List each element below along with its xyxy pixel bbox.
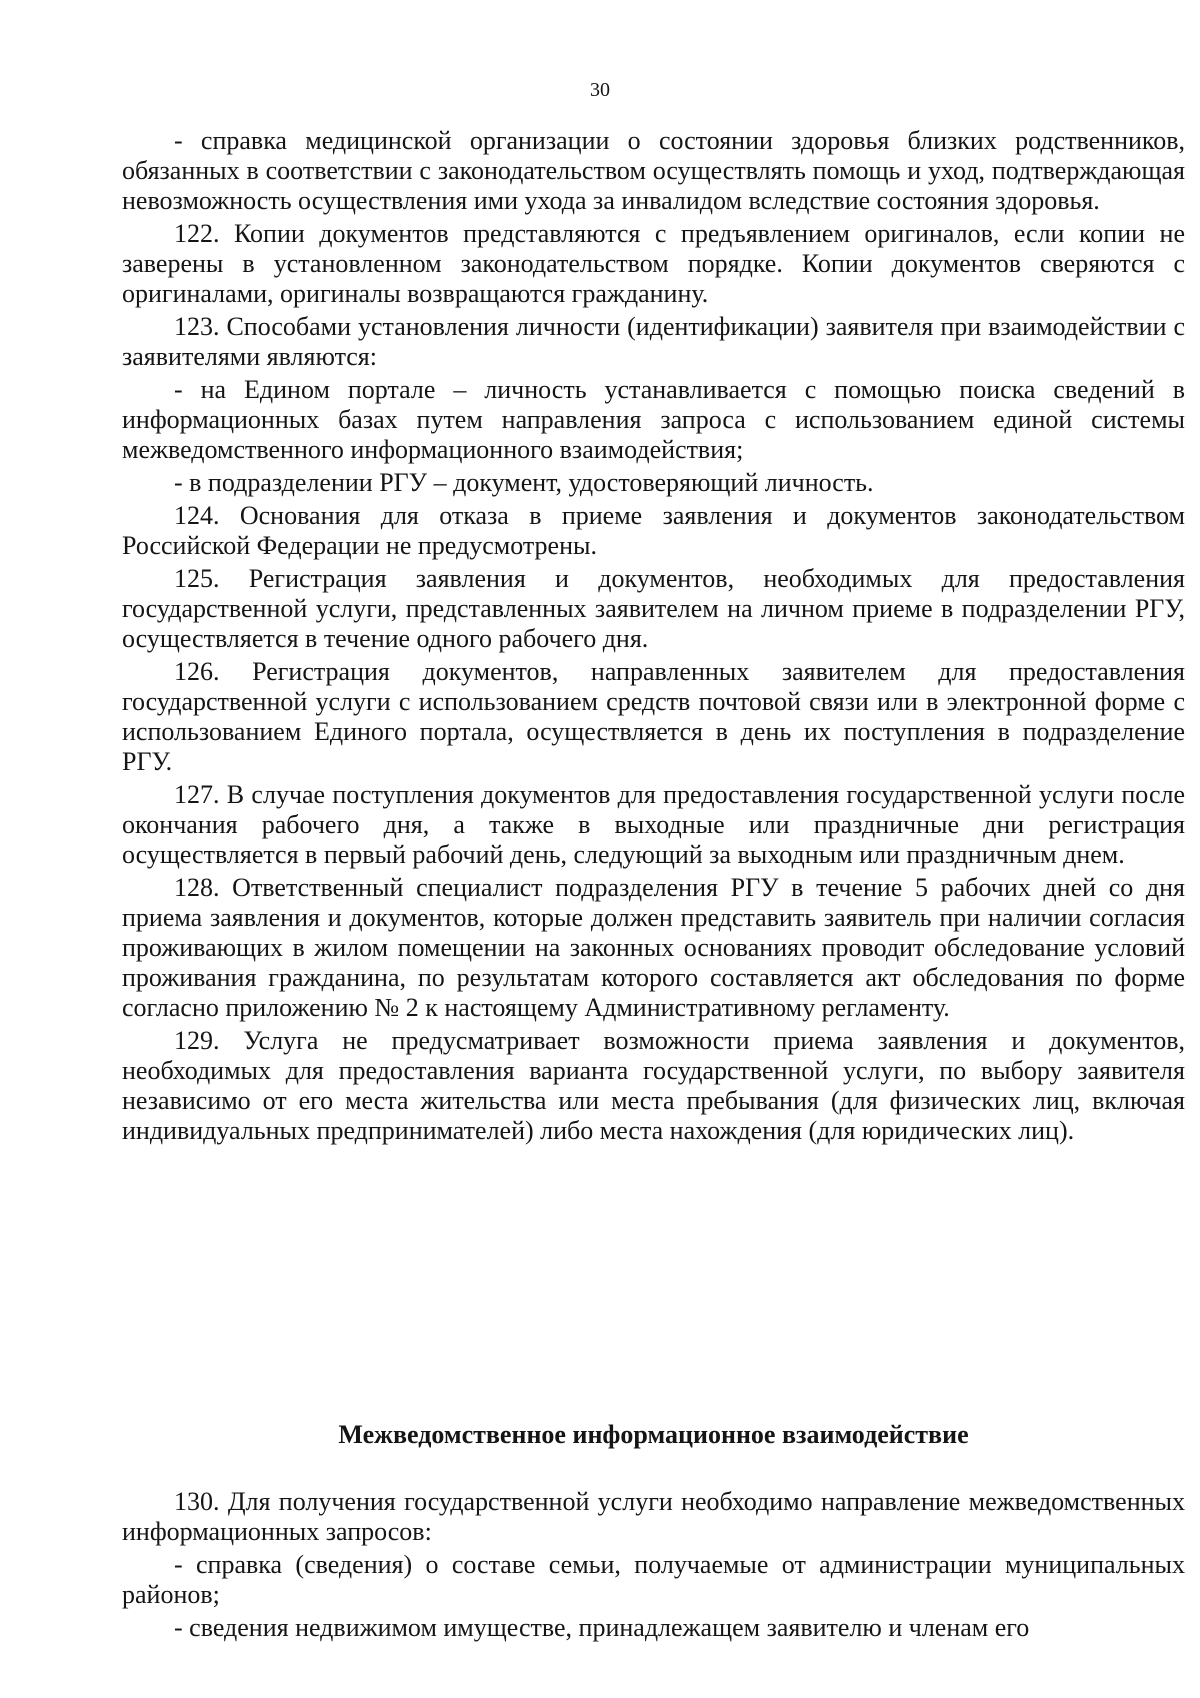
- paragraph-128: 128. Ответственный специалист подразделения РГУ в течение 5 рабочих дней со дня приема заявления и документов, которые должен представить заявитель при наличии согласия проживающих в жилом помещении на законных основаниях проводит обследование условий проживания гражданина, по результатам которого составляется акт обследования по форме согласно приложению № 2 к настоящему Административному регламенту.: [122, 873, 1185, 1022]
- section-title: Межведомственное информационное взаимодействие: [338, 1420, 969, 1449]
- paragraph-127: 127. В случае поступления документов для предоставления государственной услуги после окончания рабочего дня, а также в выходные или праздничные дни регистрация осуществляется в первый рабочий день, следующий за выходным или праздничным днем.: [122, 780, 1185, 869]
- paragraph-rgu-subdivision: - в подразделении РГУ – документ, удостоверяющий личность.: [174, 468, 874, 497]
- paragraph-129: 129. Услуга не предусматривает возможности приема заявления и документов, необходимых для предоставления варианта государственной услуги, по выбору заявителя независимо от его места жительства или места пребывания (для физических лиц, включая индивидуальных предпринимателей) либо места нахождения (для юридических лиц).: [122, 1026, 1185, 1145]
- paragraph-122: 122. Копии документов представляются с предъявлением оригиналов, если копии не заверены в установленном законодательством порядке. Копии документов сверяются с оригиналами, оригиналы возвращаются гражданину.: [122, 219, 1185, 308]
- paragraph-family-composition: - справка (сведения) о составе семьи, получаемые от администрации муниципальных районов;: [122, 1550, 1185, 1609]
- paragraph-real-estate: - сведения недвижимом имуществе, принадлежащем заявителю и членам его: [174, 1613, 1030, 1642]
- body-text-bottom: [122, 1487, 1185, 1643]
- body-text-top: [122, 126, 1185, 1146]
- paragraph-130: 130. Для получения государственной услуги необходимо направление межведомственных информационных запросов:: [122, 1487, 1185, 1546]
- paragraph-123: 123. Способами установления личности (идентификации) заявителя при взаимодействии с заявителями являются:: [122, 312, 1185, 371]
- paragraph-124: 124. Основания для отказа в приеме заявления и документов законодательством Российской Федерации не предусмотрены.: [122, 501, 1185, 560]
- paragraph-medical-certificate: - справка медицинской организации о состоянии здоровья близких родственников, обязанных в соответствии с законодательством осуществлять помощь и уход, подтверждающая невозможность осуществления ими ухода за инвалидом вследствие состояния здоровья.: [122, 126, 1185, 215]
- paragraph-126: 126. Регистрация документов, направленных заявителем для предоставления государственной услуги с использованием средств почтовой связи или в электронной форме с использованием Единого портала, осуществляется в день их поступления в подразделение РГУ.: [122, 657, 1185, 776]
- paragraph-unified-portal: - на Едином портале – личность устанавливается с помощью поиска сведений в информационных базах путем направления запроса с использованием единой системы межведомственного информационного взаимодействия;: [122, 375, 1185, 464]
- page-number: 30: [590, 79, 610, 101]
- paragraph-125: 125. Регистрация заявления и документов, необходимых для предоставления государственной услуги, представленных заявителем на личном приеме в подразделении РГУ, осуществляется в течение одного рабочего дня.: [122, 564, 1185, 653]
